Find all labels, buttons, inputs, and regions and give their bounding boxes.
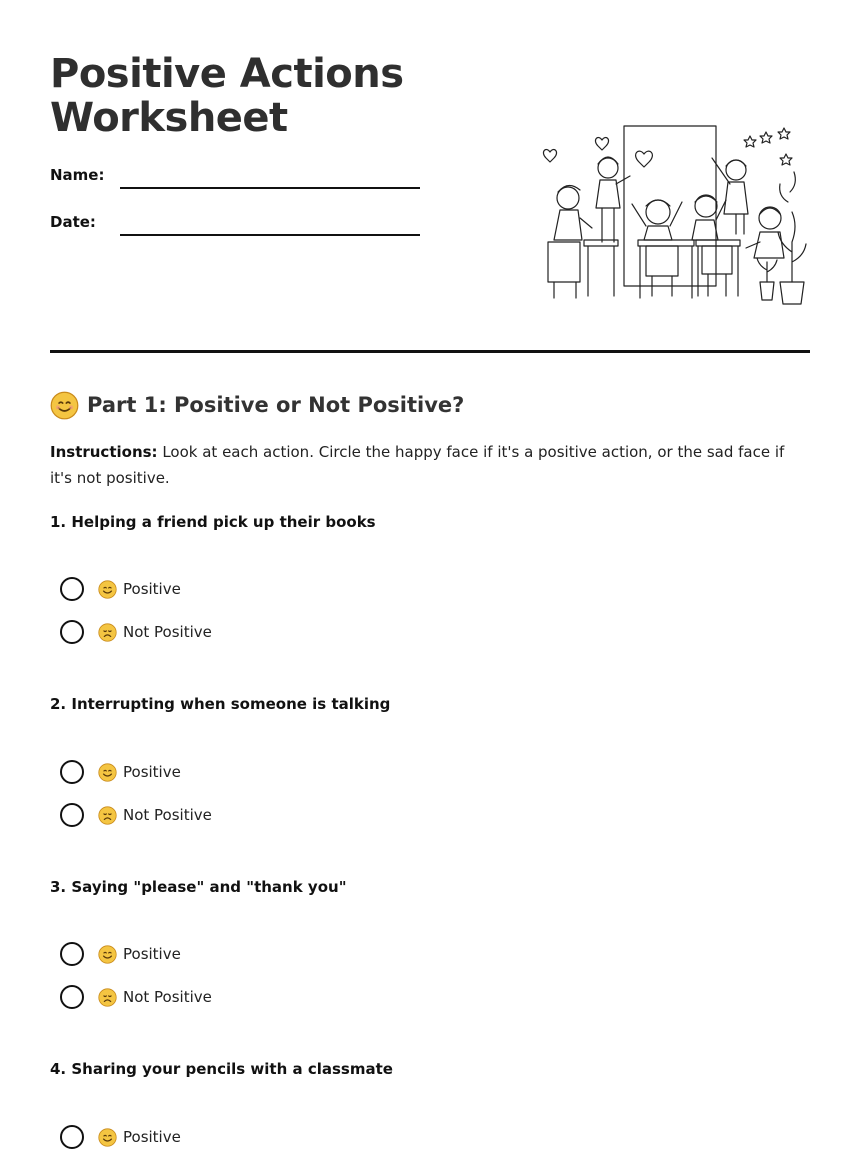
radio-button[interactable] — [60, 760, 84, 784]
child-drawing — [712, 158, 748, 234]
option-positive[interactable] — [60, 1124, 181, 1150]
option-label: Not Positive — [123, 988, 212, 1006]
option-not-positive[interactable] — [60, 619, 212, 645]
option-positive[interactable] — [60, 941, 181, 967]
child-drawing — [596, 157, 630, 242]
happy-face-icon — [98, 1128, 117, 1147]
radio-button[interactable] — [60, 1125, 84, 1149]
question-2: 2. Interrupting when someone is talking — [50, 695, 391, 713]
option-positive[interactable] — [60, 576, 181, 602]
instructions-text — [50, 439, 810, 491]
option-label: Positive — [123, 580, 181, 598]
radio-button[interactable] — [60, 942, 84, 966]
option-label: Positive — [123, 763, 181, 781]
option-not-positive[interactable] — [60, 802, 212, 828]
option-positive[interactable] — [60, 759, 181, 785]
part-1-heading — [50, 390, 464, 420]
option-label: Not Positive — [123, 623, 212, 641]
radio-button[interactable] — [60, 577, 84, 601]
option-label: Not Positive — [123, 806, 212, 824]
question-4: 4. Sharing your pencils with a classmate — [50, 1060, 393, 1078]
child-drawing — [548, 185, 618, 298]
star-icon — [744, 136, 756, 147]
date-label: Date: — [50, 213, 96, 231]
heart-icon — [636, 151, 653, 167]
instructions-lead: Instructions: — [50, 443, 158, 461]
smiling-face-icon — [50, 391, 79, 420]
star-icon — [778, 128, 790, 139]
child-drawing — [632, 200, 694, 298]
heart-icon — [543, 150, 556, 162]
radio-button[interactable] — [60, 803, 84, 827]
question-3: 3. Saying "please" and "thank you" — [50, 878, 347, 896]
radio-button[interactable] — [60, 985, 84, 1009]
section-divider — [50, 350, 810, 353]
sad-face-icon — [98, 988, 117, 1007]
option-label: Positive — [123, 945, 181, 963]
happy-face-icon — [98, 945, 117, 964]
question-1: 1. Helping a friend pick up their books — [50, 513, 376, 531]
classroom-illustration — [540, 122, 812, 312]
worksheet-title: Positive Actions Worksheet — [50, 51, 404, 141]
date-input-line[interactable] — [120, 234, 420, 236]
name-input-line[interactable] — [120, 187, 420, 189]
happy-face-icon — [98, 580, 117, 599]
part-1-title: Part 1: Positive or Not Positive? — [87, 393, 465, 417]
star-icon — [760, 132, 772, 143]
name-label: Name: — [50, 166, 105, 184]
radio-button[interactable] — [60, 620, 84, 644]
instructions-body: Look at each action. Circle the happy face if it's a positive action, or the sad face if it's not positive. — [50, 443, 785, 487]
heart-icon — [595, 138, 608, 150]
happy-face-icon — [98, 763, 117, 782]
star-icon — [780, 154, 792, 165]
option-not-positive[interactable] — [60, 984, 212, 1010]
sad-face-icon — [98, 623, 117, 642]
option-label: Positive — [123, 1128, 181, 1146]
sad-face-icon — [98, 806, 117, 825]
